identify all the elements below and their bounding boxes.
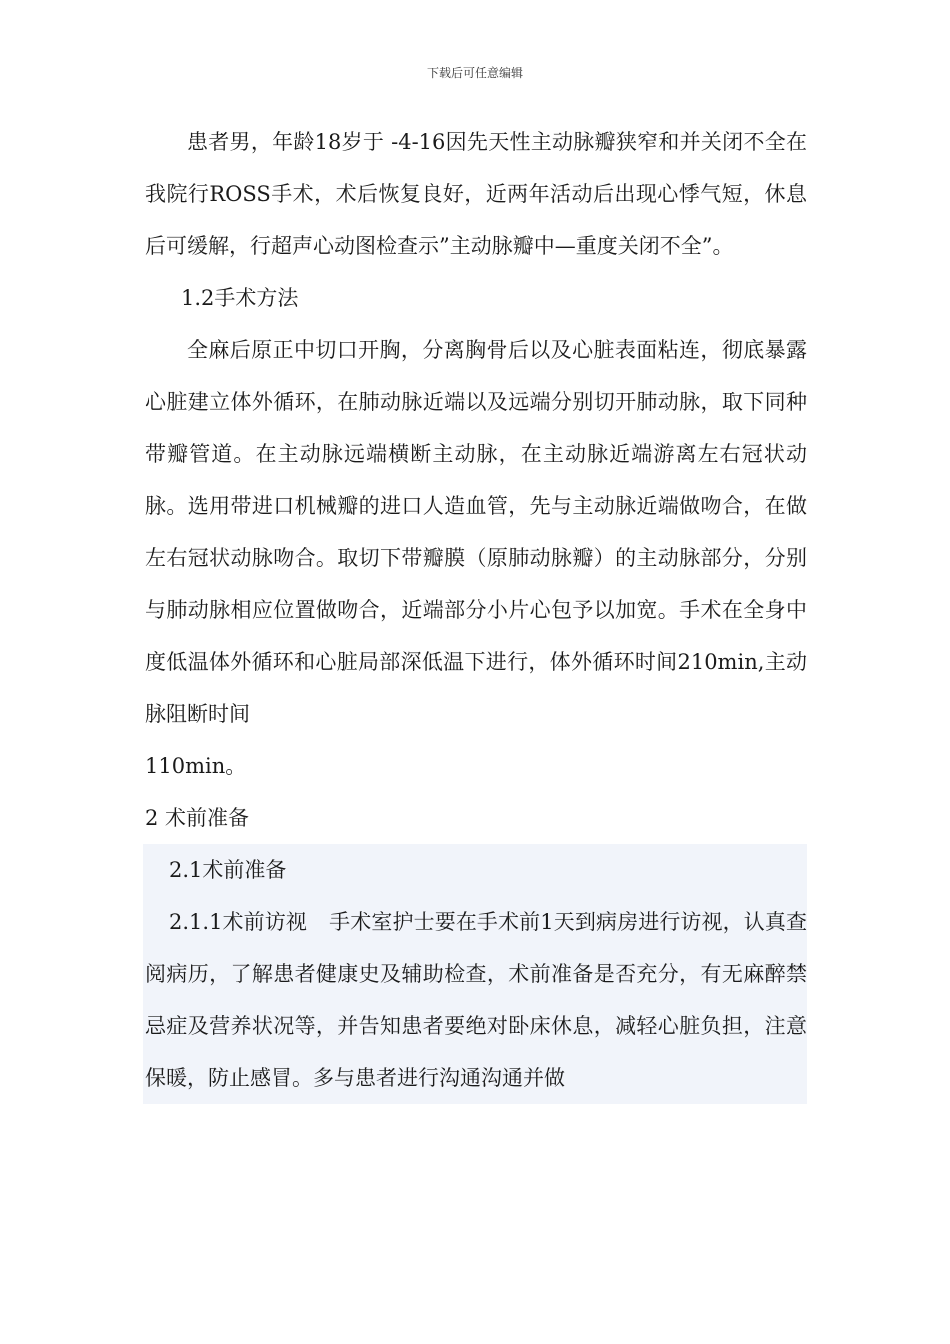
heading-2-1-1: 2.1.1术前访视 (169, 910, 308, 934)
page-header: 下载后可任意编辑 (426, 66, 523, 80)
document-body (145, 116, 807, 1104)
heading-2-1: 2.1术前准备 (169, 858, 287, 882)
method-paragraph: 全麻后原正中切口开胸，分离胸骨后以及心脏表面粘连，彻底暴露心脏建立体外循环，在肺动脉近端以及远端分别切开肺动脉，取下同种带瓣管道。在主动脉远端横断主动脉，在主动脉近端游离左右冠状动脉。选用带进口机械瓣的进口人造血管，先与主动脉近端做吻合，在做左右冠状动脉吻合。取切下带瓣膜（原肺动脉瓣）的主动脉部分，分别与肺动脉相应位置做吻合，近端部分小片心包予以加宽。手术在全身中度低温体外循环和心脏局部深低温下进行，体外循环时间210min,主动脉阻断时间 (145, 338, 807, 726)
shaded-section (143, 844, 807, 1104)
heading-1-2: 1.2手术方法 (181, 286, 299, 310)
heading-2: 2 术前准备 (145, 806, 250, 830)
visit-paragraph (145, 896, 807, 1104)
case-paragraph: 患者男，年龄18岁于 -4-16因先天性主动脉瓣狭窄和并关闭不全在我院行ROSS手术，术后恢复良好，近两年活动后出现心悸气短，休息后可缓解，行超声心动图检查示”主动脉瓣中—重度关闭不全”。 (145, 130, 807, 258)
method-paragraph-tail: 110min。 (145, 754, 247, 778)
visit-paragraph-text: 手术室护士要在手术前1天到病房进行访视，认真查阅病历，了解患者健康史及辅助检查，术前准备是否充分，有无麻醉禁忌症及营养状况等，并告知患者要绝对卧床休息，减轻心脏负担，注意保暖，防止感冒。多与患者进行沟通沟通并做 (145, 910, 808, 1090)
